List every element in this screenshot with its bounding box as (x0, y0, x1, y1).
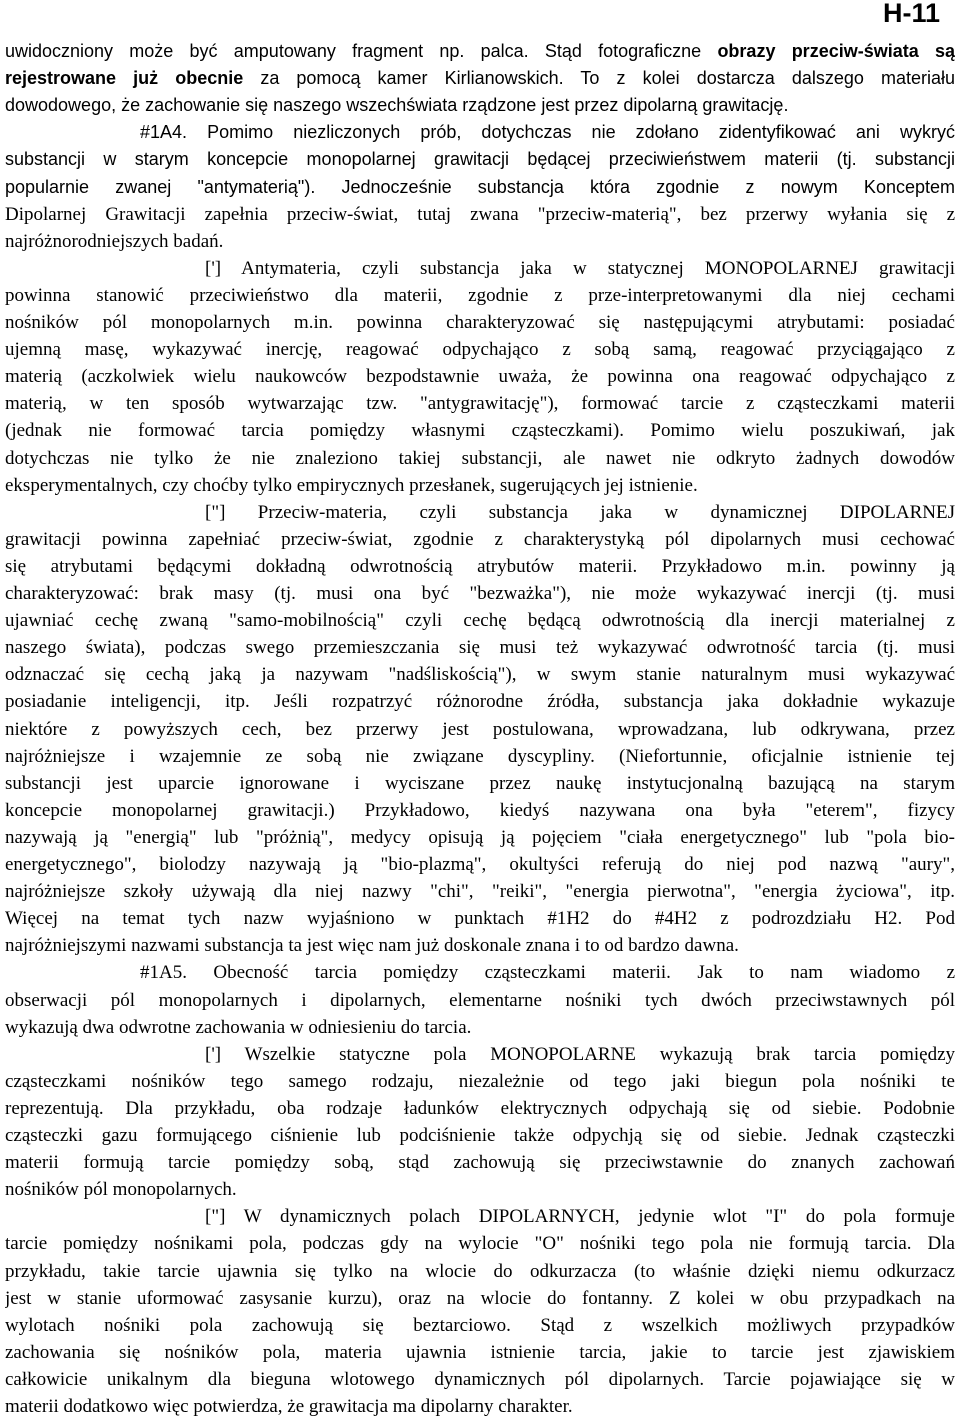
text-run: najróżnorodniejszych badań. (5, 230, 224, 252)
text-line (5, 445, 955, 472)
text-run: #1A4. Pomimo niezliczonych prób, dotychczas nie zdołano zidentyfikować ani wykryć (140, 122, 955, 143)
text-line (5, 743, 955, 770)
page-header-label: H-11 (882, 0, 940, 28)
text-line (5, 1339, 955, 1366)
text-run: ['] Wszelkie statyczne pola MONOPOLARNE wykazują brak tarcia pomiędzy (205, 1043, 955, 1065)
text-run: eksperymentalnych, czy choćby tylko empirycznych przesłanek, sugerujących jej istnienie. (5, 474, 698, 496)
text-line (205, 255, 955, 282)
text-run: jest w stanie uformować zasysanie kurzu), oraz na wlocie do fontanny. Z kolei w obu przypadkach na (5, 1287, 955, 1309)
text-line (140, 959, 955, 986)
text-line (5, 1122, 955, 1149)
text-line (5, 1366, 955, 1393)
text-run: dotychczas nie tylko że nie znaleziono takiej substancji, ale nawet nie odkryto żadnych dowodów (5, 447, 955, 469)
text-line (5, 553, 955, 580)
text-line (5, 309, 955, 336)
text-run: ['] Antymateria, czyli substancja jaka w statycznej MONOPOLARNEJ grawitacji (205, 257, 955, 279)
text-run: reprezentują. Dla przykładu, oba rodzaje ładunków elektrycznych odpychają się od siebie. Podobnie (5, 1097, 955, 1119)
text-run: uwidoczniony może być amputowany fragment np. palca. Stąd fotograficzne (5, 41, 718, 61)
text-line (5, 905, 955, 932)
text-line (5, 1312, 955, 1339)
text-run: materii formują tarcie pomiędzy sobą, stąd zachowują się przeciwstawnie do znanych zachowań (5, 1152, 955, 1174)
text-line (5, 65, 955, 92)
text-line (5, 1230, 955, 1257)
text-run: odznaczać się cechą jaką ja nazywam "nadśliskością"), w swym stanie naturalnym musi wykazywać (5, 664, 955, 686)
text-run: materią, w ten sposób wytwarzając tzw. "antygrawitację"), formować tarcie z cząsteczkami materii (5, 393, 955, 415)
text-run: powinna stanowić przeciwieństwo dla materii, zgodnie z prze-interpretowanymi dla niej cechami (5, 284, 955, 306)
text-run: wykazują dwa odwrotne zachowania w odniesieniu do tarcia. (5, 1016, 472, 1038)
text-run: popularnie zwanej "antymaterią"). Jednocześnie substancja która zgodnie z nowym Konceptem (5, 176, 955, 197)
text-line (5, 201, 955, 228)
text-run: koncepcie monopolarnej grawitacji.) Przykładowo, kiedyś nazywana ona była "eterem", fizycy (5, 799, 955, 821)
text-run: #1A5. Obecność tarcia pomiędzy cząsteczkami materii. Jak to nam wiadomo z (140, 962, 955, 984)
text-line (5, 417, 955, 444)
text-run: substancji w starym koncepcie monopolarnej grawitacji będącej przeciwieństwem materii (tj. substancji (5, 149, 955, 170)
text-line (5, 770, 955, 797)
text-line (140, 119, 955, 146)
text-line (5, 851, 955, 878)
text-line (5, 282, 955, 309)
text-run: posiadanie inteligencji, itp. Jeśli rozpatrzyć różnorodne źródła, substancja jaka dokładnie wykazuje (5, 691, 955, 713)
text-run: naszego świata), podczas swego przemieszczania się musi też wykazywać odwrotność tarcia (tj. musi (5, 637, 955, 659)
text-line (5, 472, 955, 499)
text-run: charakteryzować: brak masy (tj. musi ona być "bezważka"), nie może wykazywać inercji (tj. musi (5, 583, 955, 604)
text-run: nazywają ją "energią" lub "próżnią", medycy opisują ją pojęciem "ciała energetycznego" lub "pola bio- (5, 826, 955, 848)
text-run: tarcie pomiędzy nośnikami pola, podczas gdy na wylocie "O" nośniki tego pola nie formują tarcia. Dla (5, 1233, 955, 1255)
text-line (5, 1176, 955, 1203)
text-line (5, 526, 955, 553)
text-run-tail: za pomocą kamer Kirlianowskich. To z kolei dostarcza dalszego materiału (243, 68, 955, 89)
text-run: materii dodatkowo więc potwierdza, że grawitacja ma dipolarny charakter. (5, 1396, 573, 1417)
text-run: najróżniejsze szkoły używają dla niej nazwy "chi", "reiki", "energia pierwotna", "energia życiowa", itp. (5, 881, 955, 903)
text-line (5, 1095, 955, 1122)
text-line (5, 607, 955, 634)
bold-text-run: obrazy przeciw-świata są (717, 41, 955, 61)
text-run: Dipolarnej Grawitacji zapełnia przeciw-świat, tutaj zwana "przeciw-materią", bez przerwy wyłania się z (5, 203, 955, 225)
text-line (5, 1258, 955, 1285)
text-run: wylotach nośniki pola zachowują się beztarciowo. Stąd z wszelkich możliwych przypadków (5, 1314, 955, 1336)
text-run: (jednak nie formować tarcia pomiędzy własnymi cząsteczkami). Pomimo wielu poszukiwań, jak (5, 420, 955, 442)
text-line (5, 661, 955, 688)
text-line (5, 634, 955, 661)
text-run: Więcej na temat tych nazw wyjaśniono w punktach #1H2 do #4H2 z podrozdziału H2. Pod (5, 908, 955, 930)
text-run: niektóre z powyższych cech, bez przerwy jest postulowana, wprowadzana, lub odkrywana, przez (5, 718, 955, 740)
text-run: materią (aczkolwiek wielu naukowców bezpodstawnie uważa, że powinna ona reagować odpychająco z (5, 366, 955, 388)
text-line (5, 580, 955, 607)
text-line (5, 1014, 955, 1041)
text-run: zachowania się nośników pola, materia ujawnia istnienie tarcia, jakie to tarcie jest zjawiskiem (5, 1341, 955, 1363)
text-line (205, 499, 955, 526)
text-run: dowodowego, że zachowanie się naszego wszechświata rządzone jest przez dipolarną grawitację. (5, 95, 789, 116)
text-line (5, 1068, 955, 1095)
text-line (5, 987, 955, 1014)
text-run: nośników pól monopolarnych. (5, 1179, 237, 1201)
text-line (5, 390, 955, 417)
text-run: substancji jest uparcie ignorowane i wyciszane przez naukę instytucjonalną bazującą na starym (5, 772, 955, 794)
text-line (5, 878, 955, 905)
text-line (5, 174, 955, 201)
text-line (5, 1285, 955, 1312)
text-line (5, 797, 955, 824)
text-line (5, 824, 955, 851)
text-line (5, 1393, 955, 1420)
text-line (5, 716, 955, 743)
text-line (205, 1203, 955, 1230)
text-line (5, 38, 955, 65)
text-run: najróżniejszymi nazwami substancja ta jest więc nam już doskonale znana i to od bardzo dawna. (5, 935, 739, 957)
text-run: ujawniać cechę zwaną "samo-mobilnością" czyli cechę będącą odwrotnością dla inercji materialnej z (5, 610, 955, 632)
text-run: energetycznego", biolodzy nazywają ją "bio-plazmą", okultyści referują do niej pod nazwą "aury", (5, 854, 955, 875)
text-line (5, 1149, 955, 1176)
text-line (5, 932, 955, 959)
text-line (5, 146, 955, 173)
text-run: cząsteczkami nośników tego samego rodzaju, niezależnie od tego jaki biegun pola nośniki te (5, 1070, 955, 1092)
text-run: obserwacji pól monopolarnych i dipolarnych, elementarne nośniki tych dwóch przeciwstawnych pól (5, 989, 955, 1011)
text-run: się atrybutami będącymi dokładną odwrotnością atrybutów materii. Przykładowo m.in. powinny ją (5, 555, 955, 577)
text-run: ujemną masę, wykazywać inercję, reagować odpychająco z sobą samą, reagować przyciągająco z (5, 339, 955, 361)
text-run: przykładu, takie tarcie ujawnia się tylko na wlocie do odkurzacza (to właśnie dzięki niemu odkurzacz (5, 1260, 955, 1282)
text-run: nośników pól monopolarnych m.in. powinna charakteryzować się następującymi atrybutami: posiadać (5, 312, 955, 333)
text-run: ["] Przeciw-materia, czyli substancja jaka w dynamicznej DIPOLARNEJ (205, 501, 955, 523)
text-line (5, 92, 955, 119)
text-line (5, 228, 955, 255)
text-run: grawitacji powinna zapełniać przeciw-świat, zgodnie z charakterystyką pól dipolarnych musi cechować (5, 528, 955, 550)
text-line (205, 1041, 955, 1068)
text-run: najróżniejsze i wzajemnie ze sobą nie związane dyscypliny. (Niefortunnie, oficjalnie istnienie tej (5, 745, 955, 767)
text-line (5, 688, 955, 715)
text-run: ["] W dynamicznych polach DIPOLARNYCH, jedynie wlot "I" do pola formuje (205, 1206, 955, 1228)
text-line (5, 336, 955, 363)
bold-text-run: rejestrowane już obecnie (5, 68, 244, 89)
text-run: całkowicie unikalnym dla bieguna wlotowego dynamicznych pól dipolarnych. Tarcie pojawiające się w (5, 1368, 955, 1390)
text-line (5, 363, 955, 390)
text-run: cząsteczki gazu formującego ciśnienie lub podciśnienie także odpychją się od siebie. Jednak cząsteczki (5, 1125, 955, 1146)
